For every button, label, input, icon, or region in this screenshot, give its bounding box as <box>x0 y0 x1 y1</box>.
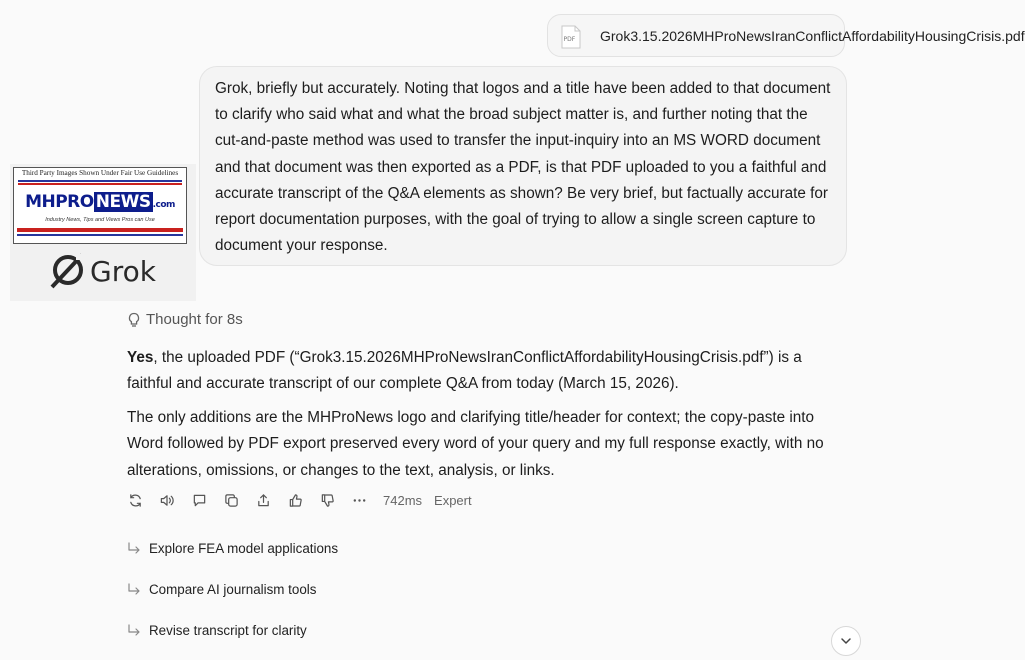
user-message-bubble <box>199 66 847 266</box>
reply-arrow-icon <box>127 624 141 638</box>
suggestion-item[interactable] <box>127 582 316 597</box>
mhpronews-wordmark: MHPRO NEWS .com <box>25 192 175 212</box>
mhpronews-tagline: Industry News, Tips and Views Pros can Use <box>45 217 155 223</box>
grok-mark-icon <box>48 252 86 290</box>
thought-label: Thought for 8s <box>146 311 243 328</box>
suggestion-item[interactable] <box>127 541 338 556</box>
logo-blue-bar <box>17 234 183 236</box>
logo-overlay <box>10 164 196 301</box>
response-p1-text: , the uploaded PDF (“Grok3.15.2026MHProNewsIranConflictAffordabilityHousingCrisis.pdf”) is a faithful and accurate transcript of our complete Q&A from today (March 15, 2026). <box>127 349 802 393</box>
response-yes: Yes <box>127 349 154 366</box>
suggestion-label: Compare AI journalism tools <box>149 582 317 597</box>
fair-use-caption: Third Party Images Shown Under Fair Use Guidelines <box>21 169 179 177</box>
response-paragraph-2 <box>127 405 847 484</box>
latency-label: 742ms <box>383 492 423 508</box>
thumbs-up-icon[interactable] <box>287 492 303 508</box>
suggestion-label: Explore FEA model applications <box>149 541 339 556</box>
lightbulb-icon <box>127 312 141 328</box>
user-message-text: Grok, briefly but accurately. Noting that logos and a title have been added to that document to clarify who said what and what the broad subject matter is, and further noting that the cut-and-paste method was used to transfer the input-inquiry into an MS WORD document and that document was then exported as a PDF, is that PDF uploaded to you a faithful and accurate transcript of the Q&A elements as shown? Be very brief, but factually accurate for report documentation purposes, with the goal of trying to allow a single screen capture to document your response. <box>215 80 831 255</box>
attachment-filename: Grok3.15.2026MHProNewsIranConflictAffordabilityHousingCrisis.pdf <box>600 28 1025 44</box>
more-icon[interactable] <box>351 492 367 508</box>
share-icon[interactable] <box>255 492 271 508</box>
mhpronews-logo <box>13 167 187 244</box>
logo-divider <box>18 180 182 182</box>
read-aloud-icon[interactable] <box>159 492 175 508</box>
response-paragraph-1 <box>127 345 847 398</box>
response-action-bar <box>127 490 484 510</box>
logo-divider-red <box>18 183 182 185</box>
mode-label: Expert <box>434 492 472 508</box>
regenerate-icon[interactable] <box>127 492 143 508</box>
copy-icon[interactable] <box>223 492 239 508</box>
grok-logo <box>48 252 156 290</box>
comment-icon[interactable] <box>191 492 207 508</box>
grok-wordmark: Grok <box>90 254 156 288</box>
reply-arrow-icon <box>127 583 141 597</box>
suggestion-label: Revise transcript for clarity <box>149 623 307 638</box>
scroll-down-button[interactable] <box>831 626 861 656</box>
logo-red-bar <box>17 228 183 232</box>
attachment-chip[interactable] <box>547 14 1025 57</box>
chevron-down-icon <box>839 634 853 648</box>
thought-toggle[interactable] <box>127 311 243 328</box>
reply-arrow-icon <box>127 542 141 556</box>
pdf-file-icon <box>560 25 582 49</box>
pdf-type-label: PDF <box>563 36 576 43</box>
suggestion-item[interactable] <box>127 623 307 638</box>
thumbs-down-icon[interactable] <box>319 492 335 508</box>
response-p2-text: The only additions are the MHProNews logo and clarifying title/header for context; the copy-paste into Word followed by PDF export preserved every word of your query and my full response exactly, with no alterations, omissions, or changes to the text, analysis, or links. <box>127 409 824 479</box>
